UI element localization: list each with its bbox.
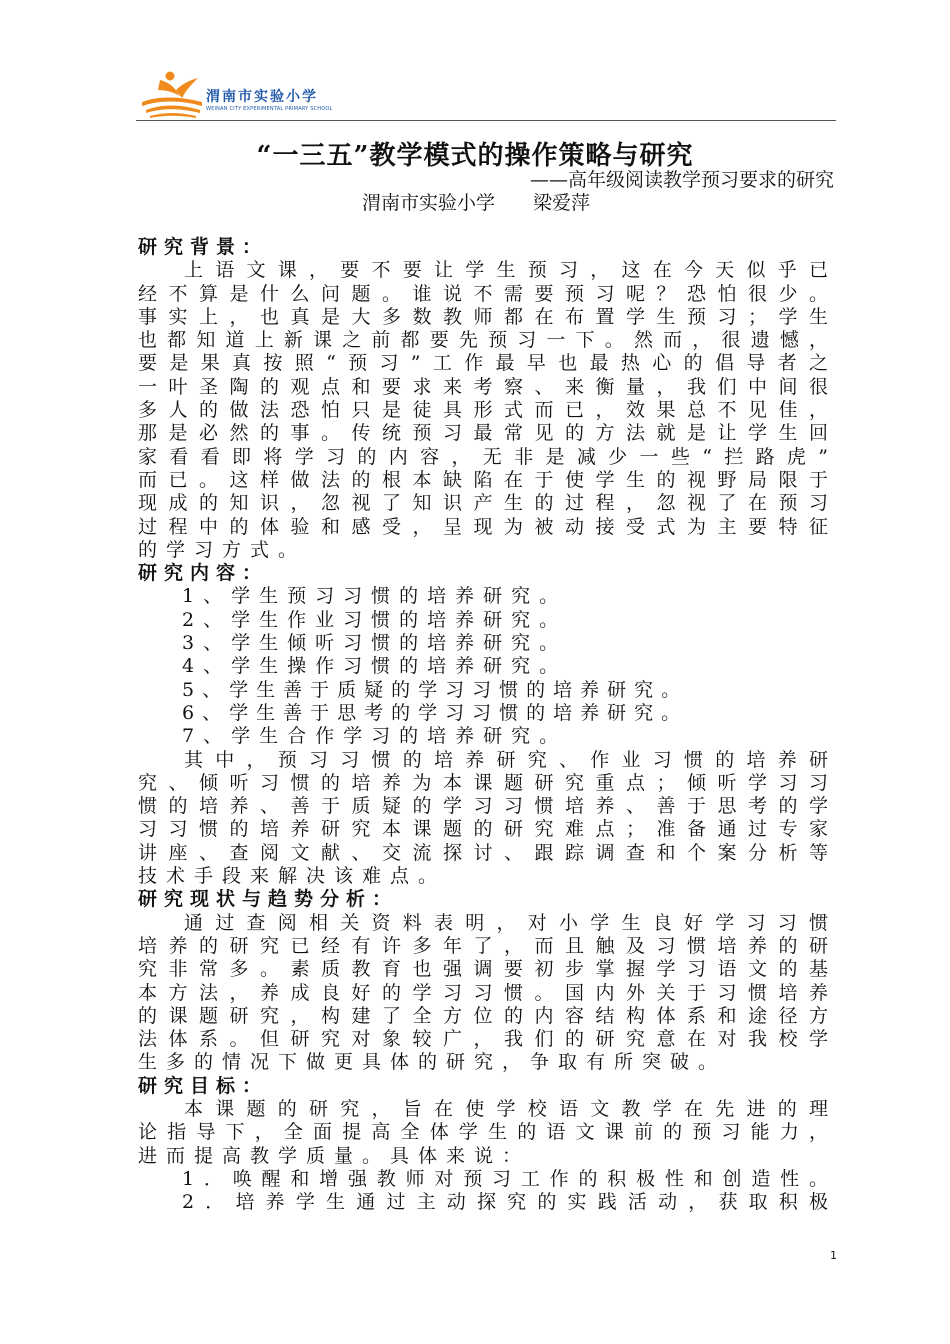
list-item: 2、学生作业习惯的培养研究。 xyxy=(182,608,568,631)
body-line: 其中，预习习惯的培养研究、作业习惯的培养研 xyxy=(184,748,828,771)
document-title: “一三五”教学模式的操作策略与研究 xyxy=(256,141,694,171)
body-line: 的学习方式。 xyxy=(138,538,307,561)
body-line: 讲座、查阅文献、交流探讨、跟踪调查和个案分析等 xyxy=(138,841,828,864)
body-line: 家看看即将学习的内容，无非是减少一些“拦路虎” xyxy=(138,445,828,468)
body-line: 通过查阅相关资料表明，对小学生良好学习习惯 xyxy=(184,911,828,934)
body-line: 而已。这样做法的根本缺陷在于使学生的视野局限于 xyxy=(138,468,828,491)
body-line: 究非常多。素质教育也强调要初步掌握学习语文的基 xyxy=(138,958,828,981)
school-logo-english-text: WEINAN CITY EXPERIMENTAL PRIMARY SCHOOL xyxy=(206,106,333,112)
author-name: 梁爱萍 xyxy=(533,192,591,214)
school-logo-icon xyxy=(140,66,204,120)
body-line: 法体系。但研究对象较广，我们的研究意在对我校学 xyxy=(138,1028,828,1051)
section-heading: 研究现状与趋势分析： xyxy=(138,888,399,911)
body-line: 进而提高教学质量。具体来说： xyxy=(138,1144,531,1167)
body-line: 多人的做法恐怕只是徒具形式而已，效果总不见佳， xyxy=(138,399,828,422)
section-heading: 研究目标： xyxy=(138,1074,269,1097)
body-line: 事实上，也真是大多数教师都在布置学生预习；学生 xyxy=(138,305,828,328)
body-line: 技术手段来解决该难点。 xyxy=(138,865,447,888)
body-line: 本方法，养成良好的学习习惯。国内外关于习惯培养 xyxy=(138,981,828,1004)
list-item: 4、学生操作习惯的培养研究。 xyxy=(182,655,568,678)
list-item: 6、学生善于思考的学习习惯的培养研究。 xyxy=(182,701,689,724)
header-divider xyxy=(136,120,836,121)
body-line: 现成的知识，忽视了知识产生的过程，忽视了在预习 xyxy=(138,492,828,515)
body-line: 论指导下，全面提高全体学生的语文课前的预习能力， xyxy=(138,1121,828,1144)
school-logo-text: 渭南市实验小学 xyxy=(206,89,318,105)
body-line: 一叶圣陶的观点和要求来考察、来衡量，我们中间很 xyxy=(138,375,828,398)
list-item: 5、学生善于质疑的学习习惯的培养研究。 xyxy=(182,678,689,701)
page-number: 1 xyxy=(830,1249,837,1262)
document-subtitle: ——高年级阅读教学预习要求的研究 xyxy=(529,169,834,191)
body-line: 经不算是什么问题。谁说不需要预习呢？恐怕很少。 xyxy=(138,282,828,305)
body-line: 要是果真按照“预习”工作最早也最热心的倡导者之 xyxy=(138,352,828,375)
document-body xyxy=(138,236,828,1214)
school-name: 渭南市实验小学 xyxy=(362,192,496,214)
list-item: 2．培养学生通过主动探究的实践活动，获取积极 xyxy=(182,1191,828,1214)
school-logo xyxy=(140,66,340,120)
body-line: 那是必然的事。传统预习最常见的方法就是让学生回 xyxy=(138,422,828,445)
body-line: 本课题的研究，旨在使学校语文教学在先进的理 xyxy=(184,1097,828,1120)
list-item: 7、学生合作学习的培养研究。 xyxy=(182,725,568,748)
list-item: 1．唤醒和增强教师对预习工作的积极性和创造性。 xyxy=(182,1167,828,1190)
body-line: 究、倾听习惯的培养为本课题研究重点；倾听学习习 xyxy=(138,771,828,794)
section-heading: 研究背景： xyxy=(138,236,269,258)
body-line: 生多的情况下做更具体的研究，争取有所突破。 xyxy=(138,1051,727,1074)
section-heading: 研究内容： xyxy=(138,562,269,585)
author-line xyxy=(362,188,590,215)
body-line: 过程中的体验和感受，呈现为被动接受式为主要特征 xyxy=(138,515,828,538)
body-line: 培养的研究已经有许多年了，而且触及习惯培养的研 xyxy=(138,934,828,957)
body-line: 的课题研究，构建了全方位的内容结构体系和途径方 xyxy=(138,1004,828,1027)
body-line: 也都知道上新课之前都要先预习一下。然而，很遗憾， xyxy=(138,329,828,352)
body-line: 上语文课，要不要让学生预习，这在今天似乎已 xyxy=(184,259,828,282)
list-item: 3、学生倾听习惯的培养研究。 xyxy=(182,632,568,655)
body-line: 惯的培养、善于质疑的学习习惯培养、善于思考的学 xyxy=(138,795,828,818)
list-item: 1、学生预习习惯的培养研究。 xyxy=(182,585,568,608)
body-line: 习习惯的培养研究本课题的研究难点；准备通过专家 xyxy=(138,818,828,841)
